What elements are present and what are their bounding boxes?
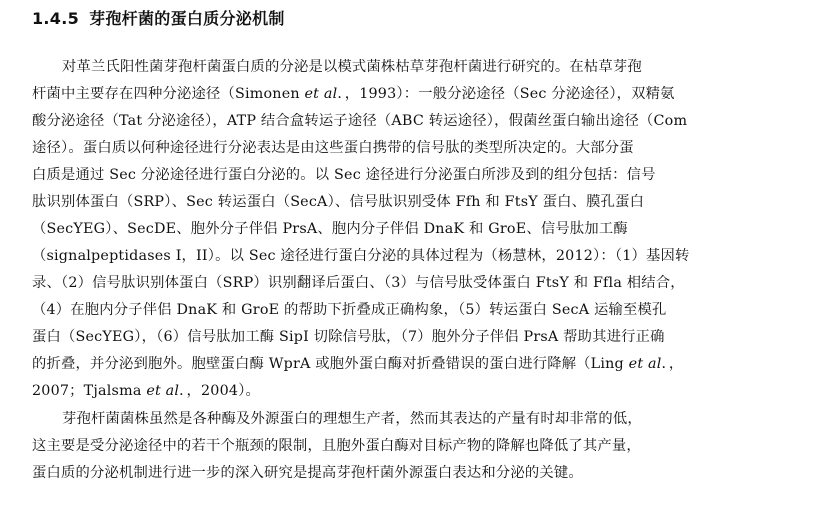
paragraph-1-line-3: 酸分泌途径（Tat 分泌途径），ATP 结合盒转运子途径（ABC 转运途径），假菌丝蛋白输出途径（Com: [32, 113, 688, 129]
paragraph-1-line-1: 对革兰氏阳性菌芽孢杆菌蛋白质的分泌是以模式菌株枯草芽孢杆菌进行研究的。在枯草芽孢: [62, 59, 642, 75]
paragraph-1-line-11: 蛋白（SecYEG），（6）信号肽加工酶 SipI 切除信号肽，（7）胞外分子伴侣 PrsA 帮助其进行正确: [32, 329, 665, 345]
text-segment: ．，2004）。: [179, 383, 261, 399]
paragraph-2-line-3: 蛋白质的分泌机制进行进一步的深入研究是提高芽孢杆菌外源蛋白表达和分泌的关键。: [32, 465, 583, 481]
section-title: 芽孢杆菌的蛋白质分泌机制: [89, 9, 285, 28]
text-segment: 的折叠，并分泌到胞外。胞壁蛋白酶 WprA 或胞外蛋白酶对折叠错误的蛋白进行降解（Ling: [32, 356, 629, 372]
text-segment: ．，1993）：一般分泌途径（Sec 分泌途径），双精氨: [337, 86, 675, 102]
paragraph-1-line-8: （signalpeptidases I，II）。以 Sec 途径进行蛋白分泌的具体过程为（杨慧林，2012）：（1）基因转: [32, 248, 690, 264]
citation-italic: et al: [628, 356, 662, 372]
text-segment: ．，: [661, 356, 684, 372]
text-segment: 2007；Tjalsma: [32, 383, 147, 399]
section-number: 1.4.5: [32, 9, 80, 28]
paragraph-1-line-9: 录、（2）信号肽识别体蛋白（SRP）识别翻译后蛋白、（3）与信号肽受体蛋白 FtsY 和 Ffla 相结合，: [32, 275, 685, 291]
section-heading: [32, 6, 285, 29]
citation-italic: et al: [304, 86, 338, 102]
paragraph-1-line-12: [32, 353, 683, 373]
paragraph-1-line-6: 肽识别体蛋白（SRP）、Sec 转运蛋白（SecA）、信号肽识别受体 Ffh 和 FtsY 蛋白、膜孔蛋白: [32, 194, 645, 210]
text-segment: 杆菌中主要存在四种分泌途径（Simonen: [32, 86, 305, 102]
paragraph-1-line-4: 途径）。蛋白质以何种途径进行分泌表达是由这些蛋白携带的信号肽的类型所决定的。大部分蛋: [32, 140, 634, 156]
paragraph-2-line-1: 芽孢杆菌菌株虽然是各种酶及外源蛋白的理想生产者，然而其表达的产量有时却非常的低，: [62, 411, 642, 427]
paragraph-2-line-2: 这主要是受分泌途径中的若干个瓶颈的限制，且胞外蛋白酶对目标产物的降解也降低了其产量，: [32, 438, 641, 454]
citation-italic: et al: [146, 383, 180, 399]
paragraph-1-line-10: （4）在胞内分子伴侣 DnaK 和 GroE 的帮助下折叠成正确构象，（5）转运蛋白 SecA 运输至模孔: [32, 302, 667, 318]
paragraph-1-line-7: （SecYEG）、SecDE、胞外分子伴侣 PrsA、胞内分子伴侣 DnaK 和 GroE、信号肽加工酶: [32, 221, 628, 237]
paragraph-1-line-2: [32, 83, 675, 103]
paragraph-1-line-5: 白质是通过 Sec 分泌途径进行蛋白分泌的。以 Sec 途径进行分泌蛋白所涉及到的组分包括：信号: [32, 167, 656, 183]
paragraph-1-line-13: [32, 380, 260, 400]
